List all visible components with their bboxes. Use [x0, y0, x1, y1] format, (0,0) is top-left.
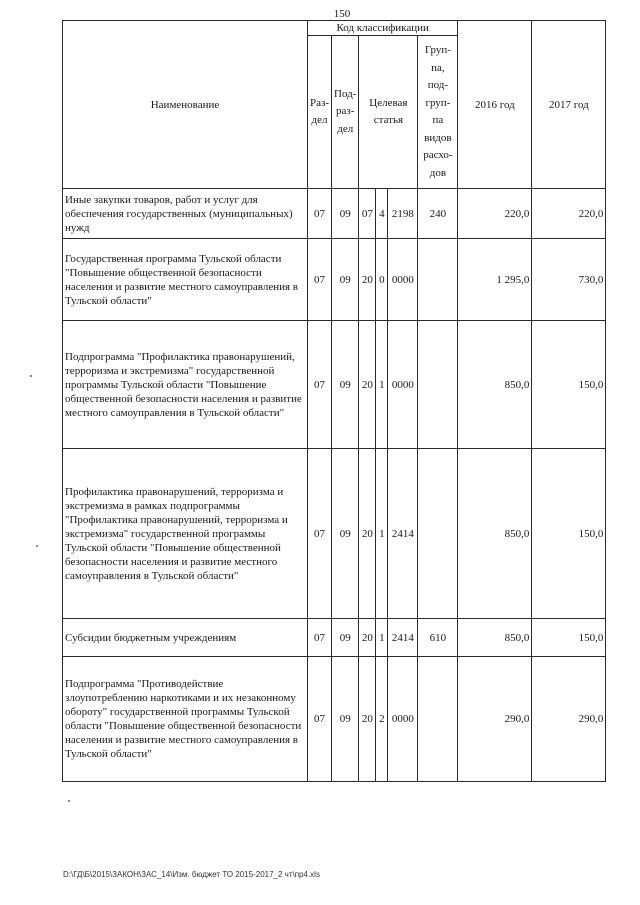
row-article-program: 20 — [359, 239, 376, 321]
row-article-program: 20 — [359, 657, 376, 782]
row-section: 07 — [308, 321, 332, 449]
row-amount-2017: 290,0 — [532, 657, 606, 782]
row-article-program: 20 — [359, 619, 376, 657]
row-expense-group — [418, 321, 458, 449]
row-name: Иные закупки товаров, работ и услуг для обеспечения государственных (муниципальных) нужд — [63, 189, 308, 239]
table-row — [63, 449, 606, 619]
header-name: Наименование — [63, 21, 308, 189]
table-row — [63, 619, 606, 657]
row-amount-2016: 850,0 — [458, 619, 532, 657]
row-amount-2016: 850,0 — [458, 449, 532, 619]
row-subsection: 09 — [332, 449, 359, 619]
row-article-code: 2414 — [388, 449, 418, 619]
row-name: Государственная программа Тульской области "Повышение общественной безопасности населения и развитие местного самоуправления в Тульской области" — [63, 239, 308, 321]
row-section: 07 — [308, 657, 332, 782]
row-article-code: 0000 — [388, 321, 418, 449]
table-header — [63, 21, 606, 189]
header-classification: Код классификации — [308, 21, 458, 36]
row-subsection: 09 — [332, 321, 359, 449]
row-name: Субсидии бюджетным учреждениям — [63, 619, 308, 657]
page-number: 150 — [333, 8, 351, 20]
row-expense-group — [418, 449, 458, 619]
row-amount-2017: 150,0 — [532, 321, 606, 449]
row-amount-2016: 850,0 — [458, 321, 532, 449]
row-name: Подпрограмма "Профилактика правонарушений, терроризма и экстремизма" государственной программы Тульской области "Повышение общественной безопасности населения и развитие местного самоуправления в Тульской области" — [63, 321, 308, 449]
row-expense-group: 240 — [418, 189, 458, 239]
row-article-subprogram: 1 — [376, 619, 388, 657]
row-article-program: 20 — [359, 321, 376, 449]
row-section: 07 — [308, 189, 332, 239]
file-path-footer: D:\ГД\Б\2015\ЗАКОН\ЗАС_14\Изм. бюджет ТО 2015-2017_2 чт\пр4.xls — [63, 870, 320, 879]
row-expense-group — [418, 239, 458, 321]
header-target-article: Целевая статья — [359, 36, 418, 189]
header-year-2017: 2017 год — [532, 21, 606, 189]
row-article-program: 07 — [359, 189, 376, 239]
row-article-subprogram: 2 — [376, 657, 388, 782]
row-article-code: 2414 — [388, 619, 418, 657]
scan-speck — [68, 800, 70, 802]
row-subsection: 09 — [332, 239, 359, 321]
row-subsection: 09 — [332, 189, 359, 239]
row-name: Подпрограмма "Противодействие злоупотреблению наркотиками и их незаконному обороту" государственной программы Тульской области "Повышение общественной безопасности населения и развитие местного самоуправления в Тульской области" — [63, 657, 308, 782]
header-subsection: Под-раз-дел — [332, 36, 359, 189]
table-row — [63, 239, 606, 321]
header-expense-group: Груп-па, под-груп-па видов расхо-дов — [418, 36, 458, 189]
row-subsection: 09 — [332, 619, 359, 657]
table-row — [63, 189, 606, 239]
row-amount-2017: 730,0 — [532, 239, 606, 321]
row-name: Профилактика правонарушений, терроризма и экстремизма в рамках подпрограммы "Профилактика правонарушений, терроризма и экстремизма" государственной программы Тульской области "Повышение общественной безопасности населения и развитие местного самоуправления в Тульской области" — [63, 449, 308, 619]
row-article-subprogram: 1 — [376, 449, 388, 619]
row-section: 07 — [308, 239, 332, 321]
row-expense-group: 610 — [418, 619, 458, 657]
table-row — [63, 657, 606, 782]
row-amount-2017: 150,0 — [532, 619, 606, 657]
row-article-subprogram: 0 — [376, 239, 388, 321]
row-amount-2016: 290,0 — [458, 657, 532, 782]
row-subsection: 09 — [332, 657, 359, 782]
row-article-subprogram: 4 — [376, 189, 388, 239]
scan-speck — [30, 375, 32, 377]
header-section: Раз-дел — [308, 36, 332, 189]
budget-table — [62, 20, 606, 782]
row-amount-2017: 150,0 — [532, 449, 606, 619]
row-article-subprogram: 1 — [376, 321, 388, 449]
row-article-code: 0000 — [388, 239, 418, 321]
row-amount-2016: 220,0 — [458, 189, 532, 239]
row-amount-2017: 220,0 — [532, 189, 606, 239]
table-row — [63, 321, 606, 449]
row-amount-2016: 1 295,0 — [458, 239, 532, 321]
row-article-code: 0000 — [388, 657, 418, 782]
scan-speck — [36, 545, 38, 547]
header-year-2016: 2016 год — [458, 21, 532, 189]
row-section: 07 — [308, 619, 332, 657]
row-section: 07 — [308, 449, 332, 619]
row-article-code: 2198 — [388, 189, 418, 239]
row-article-program: 20 — [359, 449, 376, 619]
row-expense-group — [418, 657, 458, 782]
